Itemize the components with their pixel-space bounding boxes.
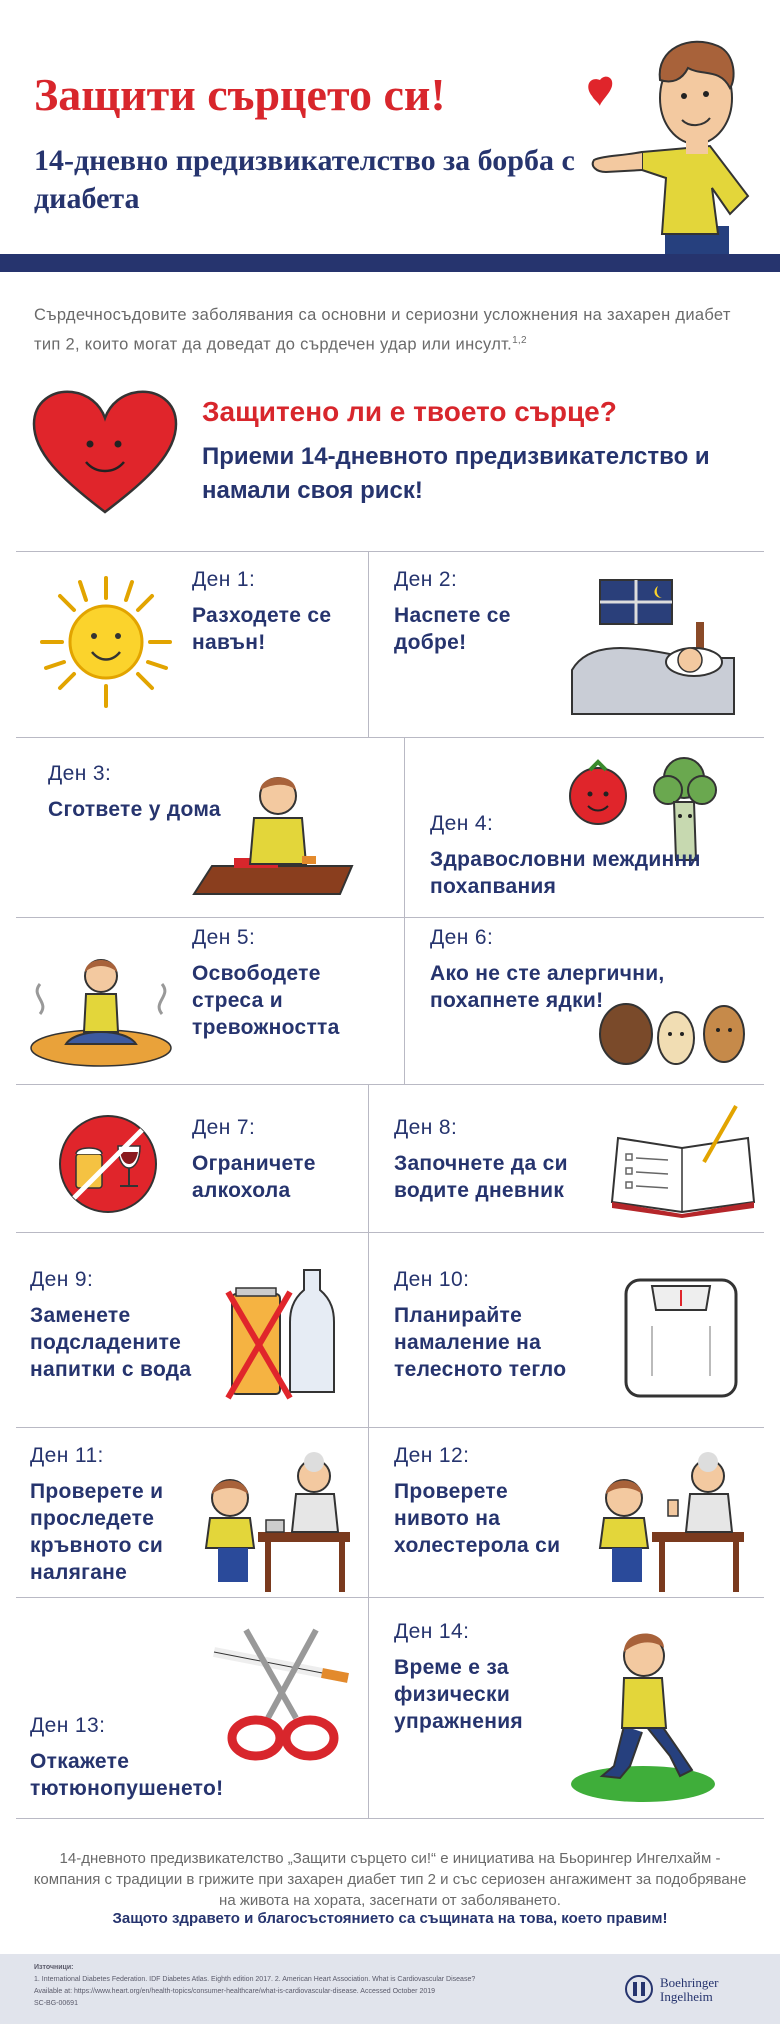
sources-line-2: Available at: https://www.heart.org/en/health-topics/consumer-healthcare/what-is-cardiovascular-disease. Accessed October 2019 — [34, 1988, 436, 1995]
day-2-label: Ден 2: — [394, 568, 458, 591]
sleeping-child-icon — [568, 578, 748, 718]
divider — [16, 1084, 764, 1085]
nuts-icon — [596, 990, 756, 1076]
day-10-action: Планирайте намаление на телесното тегло — [394, 1304, 567, 1381]
meditating-person-icon — [26, 944, 176, 1070]
divider — [404, 917, 405, 1084]
intro-text: Сърдечносъдовите заболявания са основни и сериозни усложнения на захарен диабет тип 2, които могат да доведат до сърдечен удар или инсулт.$^{1,2}$ — [34, 306, 731, 354]
day-8-label: Ден 8: — [394, 1116, 458, 1139]
boehringer-logo-icon — [624, 1974, 654, 2004]
day-7-action: Ограничете алкохола — [192, 1152, 316, 1202]
page-subtitle: 14-дневно предизвикателство за борба с диабета — [34, 144, 575, 215]
divider — [16, 551, 764, 552]
divider — [16, 1427, 764, 1428]
day-5-action: Освободете стреса и тревожността — [192, 962, 340, 1039]
day-8-action: Започнете да си водите дневник — [394, 1152, 568, 1202]
day-7-label: Ден 7: — [192, 1116, 256, 1139]
day-1-label: Ден 1: — [192, 568, 256, 591]
smiling-heart-icon — [30, 388, 180, 518]
challenge-question: Защитено ли е твоето сърце? — [202, 396, 617, 427]
day-9-label: Ден 9: — [30, 1268, 94, 1291]
divider — [368, 551, 369, 737]
no-alcohol-icon — [56, 1112, 160, 1216]
day-2-action: Наспете се добре! — [394, 604, 511, 654]
day-12-label: Ден 12: — [394, 1444, 470, 1467]
small-heart-icon — [588, 77, 612, 106]
divider — [16, 917, 764, 918]
day-14-action: Време е за физически упражнения — [394, 1656, 523, 1733]
day-12-action: Проверете нивото на холестерола си — [394, 1480, 561, 1557]
divider — [16, 1818, 764, 1819]
cooking-person-icon — [190, 768, 360, 896]
footer-tagline: Защото здравето и благосъстоянието са същината на това, което правим! — [112, 1910, 668, 1927]
doctor-thumbs-up-icon — [590, 1448, 750, 1594]
footer-text: 14-дневното предизвикателство „Защити сърцето си!“ е инициатива на Бьорингер Ингелхайм - компания с традиции в грижите при захарен диабет тип 2 и със сериозен ангажимент за подобряване на живота на хората, засегнати от заболяването. — [33, 1850, 747, 1909]
divider — [16, 737, 764, 738]
day-5-label: Ден 5: — [192, 926, 256, 949]
day-9-action: Заменете подсладените напитки с вода — [30, 1304, 192, 1381]
header-band — [0, 254, 780, 272]
scale-icon — [622, 1276, 740, 1400]
page-title: Защити сърцето си! — [34, 69, 446, 120]
day-6-action: Ако не сте алергични, похапнете ядки! — [430, 962, 665, 1012]
diary-icon — [608, 1100, 758, 1218]
walking-person-icon — [568, 1616, 718, 1806]
day-4-label: Ден 4: — [430, 812, 494, 835]
day-4-action: Здравословни междинни похапвания — [430, 848, 701, 898]
day-11-action: Проверете и проследете кръвното си налягане — [30, 1480, 164, 1584]
sources-label: Източници: — [34, 1964, 74, 1971]
divider — [404, 737, 405, 917]
sun-icon — [36, 572, 176, 712]
doctor-pressure-icon — [196, 1448, 356, 1594]
divider — [368, 1084, 369, 1818]
divider — [16, 1597, 764, 1598]
day-1-action: Разходете се навън! — [192, 604, 332, 654]
day-14-label: Ден 14: — [394, 1620, 470, 1643]
sources-code: SC-BG-00691 — [34, 2000, 78, 2007]
day-3-action: Сгответе у дома — [48, 798, 221, 821]
soda-water-icon — [224, 1262, 344, 1402]
day-13-action: Откажете тютюнопушенето! — [30, 1750, 224, 1800]
day-13-label: Ден 13: — [30, 1714, 106, 1737]
day-10-label: Ден 10: — [394, 1268, 470, 1291]
brand-name: Boehringer Ingelheim — [660, 1975, 719, 2004]
divider — [16, 1232, 764, 1233]
day-11-label: Ден 11: — [30, 1444, 104, 1467]
day-6-label: Ден 6: — [430, 926, 494, 949]
day-3-label: Ден 3: — [48, 762, 112, 785]
sources-line-1: 1. International Diabetes Federation. IDF Diabetes Atlas. Eighth edition 2017. 2. American Heart Association. What is Cardiovascular Disease? — [34, 1976, 476, 1983]
challenge-call: Приеми 14-дневното предизвикателство и намали своя риск! — [202, 443, 710, 504]
waving-man-icon — [580, 28, 770, 260]
